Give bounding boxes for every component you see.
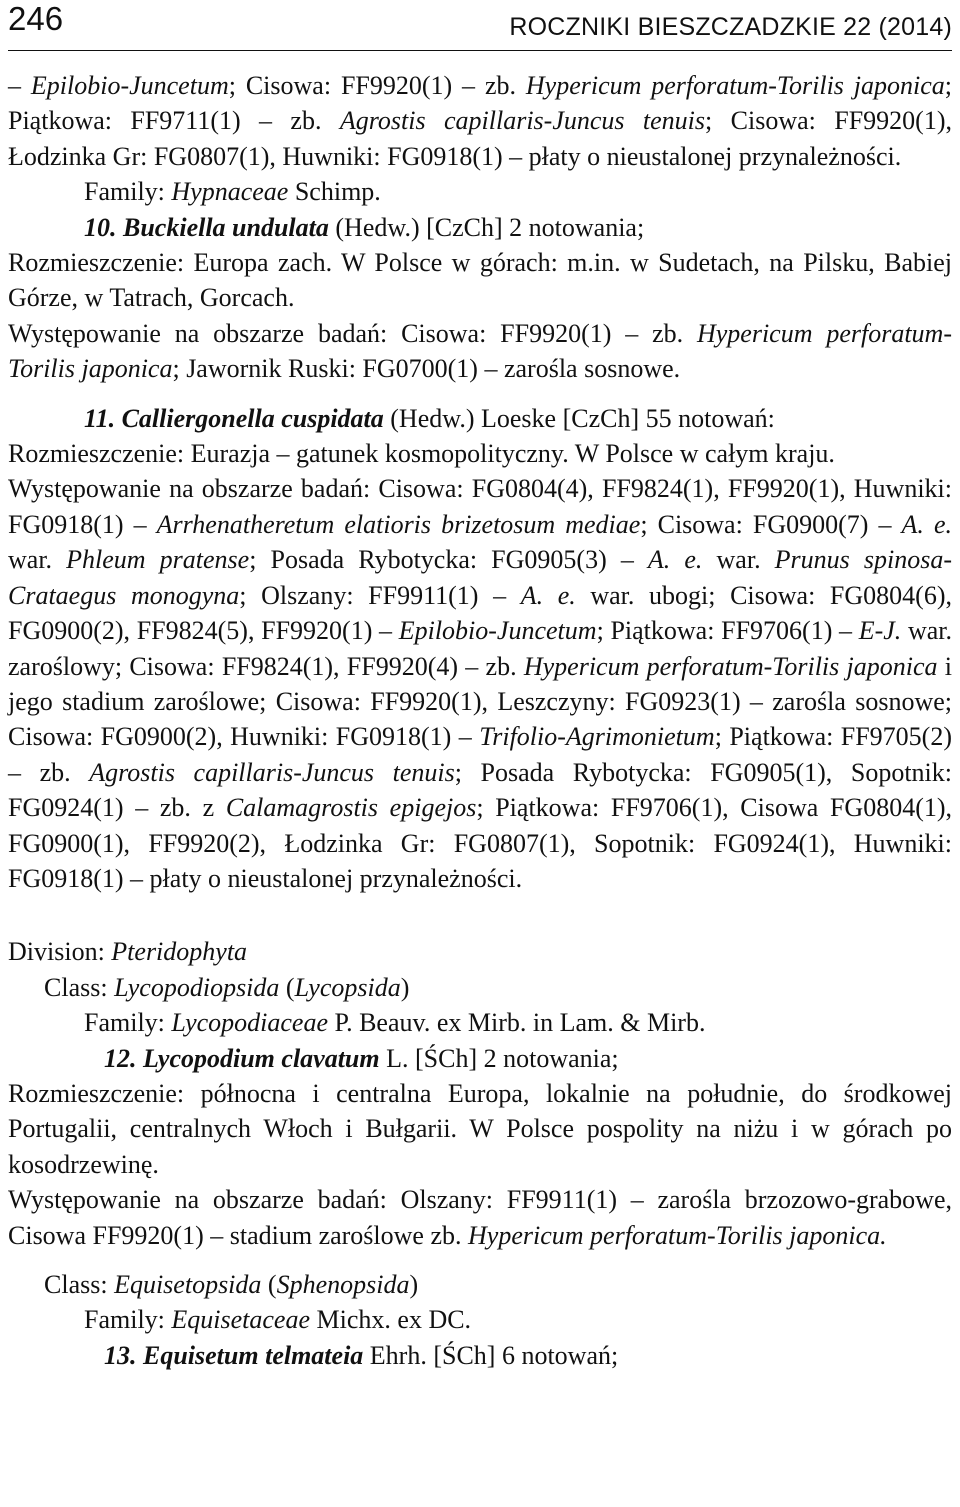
family-author: Schimp. xyxy=(288,177,381,207)
syntaxon-name: Hypericum perforatum-Torilis japonica xyxy=(8,318,952,384)
family-author: Michx. ex DC. xyxy=(310,1305,472,1335)
species-occurrence xyxy=(8,316,952,387)
syntaxon-name: Calamagrostis epigejos xyxy=(225,793,477,823)
class-alt-name: Sphenopsida xyxy=(276,1270,410,1299)
division-label: Division: xyxy=(8,937,112,967)
species-occurrence xyxy=(8,1182,952,1253)
syntaxon-name: Hypericum perforatum-Torilis japonica. xyxy=(468,1220,887,1250)
text-run: Występowanie na obszarze badań: Cisowa: FG0804(4), FF9824(1), FF9920(1), Huwniki: FG0918(1) – xyxy=(8,474,952,539)
species-distribution: Rozmieszczenie: Europa zach. W Polsce w górach: m.in. w Sudetach, na Pilsku, Babiej Górze, w Tatrach, Gorcach. xyxy=(8,248,952,313)
class-heading-lycopodiopsida xyxy=(8,970,952,1005)
family-heading-hypnaceae xyxy=(8,174,952,209)
species-heading-13 xyxy=(8,1338,952,1373)
page-header xyxy=(8,0,952,51)
syntaxon-name: Epilobio-Juncetum xyxy=(30,71,229,100)
text-run: war. xyxy=(8,545,67,575)
species-number: 11. xyxy=(84,403,122,433)
text-run: ) xyxy=(409,1270,419,1299)
family-author: P. Beauv. ex Mirb. in Lam. & Mirb. xyxy=(328,1008,706,1038)
syntaxon-name: Agrostis capillaris-Juncus tenuis xyxy=(339,106,706,136)
syntaxon-name: Hypericum perforatum-Torilis japonica xyxy=(525,71,945,100)
text-run: war. zaroślowy; Cisowa: FF9824(1), FF9920(4) – zb. xyxy=(8,616,953,681)
species-author: (Hedw.) [CzCh] 2 notowania; xyxy=(328,212,645,242)
syntaxon-name: Epilobio-Juncetum xyxy=(398,616,597,646)
text-run: ; Olszany: FF9911(1) – xyxy=(239,580,521,610)
species-heading-11 xyxy=(8,401,952,436)
species-number: 10. xyxy=(84,212,123,242)
text-run: Występowanie na obszarze badań: Cisowa: FF9920(1) – zb. xyxy=(8,318,697,348)
spacer xyxy=(8,896,952,934)
syntaxon-name: Agrostis capillaris-Juncus tenuis xyxy=(89,757,455,787)
species-author: (Hedw.) Loeske [CzCh] 55 notowań: xyxy=(383,403,775,433)
species-number: 12. xyxy=(104,1043,143,1073)
text-run: ( xyxy=(261,1270,277,1299)
syntaxon-abbrev: E-J. xyxy=(858,616,902,646)
text-run: ; Cisowa: FG0900(7) – xyxy=(640,509,902,539)
text-run: ; Piątkowa: FF9705(2) – zb. xyxy=(8,722,952,787)
family-name: Hypnaceae xyxy=(171,177,289,207)
species-heading-12 xyxy=(8,1041,952,1076)
class-name: Lycopodiopsida xyxy=(114,972,280,1002)
species-distribution: Rozmieszczenie: północna i centralna Europa, lokalnie na południe, do środkowej Portugalii, centralnych Włoch i Bułgarii. W Polsce pospolity na niżu i w górach po kosodrzewinę. xyxy=(8,1078,952,1179)
species-author: Ehrh. [ŚCh] 6 notowań; xyxy=(363,1340,619,1370)
text-run: ; Posada Rybotycka: FG0905(1), Sopotnik: FG0924(1) – zb. z xyxy=(8,757,952,823)
species-name: Lycopodium clavatum xyxy=(143,1043,380,1073)
text-run: ; Piątkowa: FF9711(1) – zb. xyxy=(8,71,953,136)
division-name: Pteridophyta xyxy=(111,937,248,967)
class-alt-name: Lycopsida xyxy=(294,972,401,1002)
page-number: 246 xyxy=(8,0,64,37)
species-occurrence xyxy=(8,471,952,896)
text-run: war. xyxy=(702,545,775,575)
family-heading-equisetaceae xyxy=(8,1302,952,1337)
species-number: 13. xyxy=(104,1340,143,1370)
syntaxon-name: Prunus spinosa-Crataegus monogyna xyxy=(8,545,952,610)
species-name: Calliergonella cuspidata xyxy=(121,403,384,433)
class-label: Class: xyxy=(44,1270,115,1299)
continued-paragraph xyxy=(8,68,952,174)
syntaxon-abbrev: A. e. xyxy=(520,580,576,610)
syntaxon-name: Phleum pratense xyxy=(66,545,250,575)
family-label: Family: xyxy=(84,1305,172,1335)
family-heading-lycopodiaceae xyxy=(8,1005,952,1040)
text-run: ) xyxy=(400,972,410,1002)
running-head: ROCZNIKI BIESZCZADZKIE 22 (2014) xyxy=(509,13,952,41)
text-run: ; Posada Rybotycka: FG0905(3) – xyxy=(249,545,648,575)
spacer xyxy=(8,1253,952,1267)
text-run: ; Cisowa: FF9920(1) – zb. xyxy=(228,71,526,100)
division-heading xyxy=(8,934,952,969)
page-body xyxy=(8,68,952,1373)
text-run: – xyxy=(8,71,31,100)
family-name: Equisetaceae xyxy=(171,1305,311,1335)
family-name: Lycopodiaceae xyxy=(171,1008,329,1038)
text-run: ; Jawornik Ruski: FG0700(1) – zarośla sosnowe. xyxy=(172,354,681,384)
text-run: ; Piątkowa: FF9706(1) – xyxy=(596,616,859,646)
syntaxon-name: Hypericum perforatum-Torilis japonica xyxy=(523,651,938,681)
family-label: Family: xyxy=(84,177,172,207)
text-run: Występowanie na obszarze badań: Olszany: FF9911(1) – zarośla brzozowo-grabowe, Cisowa FF9920(1) – stadium zaroślowe zb. xyxy=(8,1185,952,1250)
species-distribution: Rozmieszczenie: Eurazja – gatunek kosmopolityczny. W Polsce w całym kraju. xyxy=(8,439,835,469)
syntaxon-abbrev: A. e. xyxy=(647,545,703,575)
species-author: L. [ŚCh] 2 notowania; xyxy=(379,1043,619,1073)
text-run: ; Cisowa: FF9920(1), Łodzinka Gr: FG0807(1), Huwniki: FG0918(1) – płaty o nieustalonej przynależności. xyxy=(8,106,952,171)
species-name: Buckiella undulata xyxy=(123,212,329,242)
species-name: Equisetum telmateia xyxy=(143,1340,364,1370)
syntaxon-name: Arrhenatheretum elatioris brizetosum mediae xyxy=(156,509,641,539)
family-label: Family: xyxy=(84,1008,172,1038)
text-run: ( xyxy=(279,972,295,1002)
class-name: Equisetopsida xyxy=(114,1270,262,1299)
syntaxon-abbrev: A. e. xyxy=(901,509,953,539)
text-run: war. ubogi; Cisowa: FG0804(6), FG0900(2), FF9824(5), FF9920(1) – xyxy=(8,580,952,646)
species-heading-10 xyxy=(8,210,952,245)
class-label: Class: xyxy=(44,972,115,1002)
class-heading-equisetopsida xyxy=(8,1267,952,1302)
spacer xyxy=(8,387,952,401)
text-run: ; Piątkowa: FF9706(1), Cisowa FG0804(1), FG0900(1), FF9920(2), Łodzinka Gr: FG0807(1), Sopotnik: FG0924(1), Huwniki: FG0918(1) – płaty o nieustalonej przynależności. xyxy=(8,793,953,893)
syntaxon-name: Trifolio-Agrimonietum xyxy=(479,722,715,752)
text-run: i jego stadium zaroślowe; Cisowa: FF9920(1), Leszczyny: FG0923(1) – zarośla sosnowe; Cisowa: FG0900(2), Huwniki: FG0918(1) – xyxy=(8,651,952,752)
